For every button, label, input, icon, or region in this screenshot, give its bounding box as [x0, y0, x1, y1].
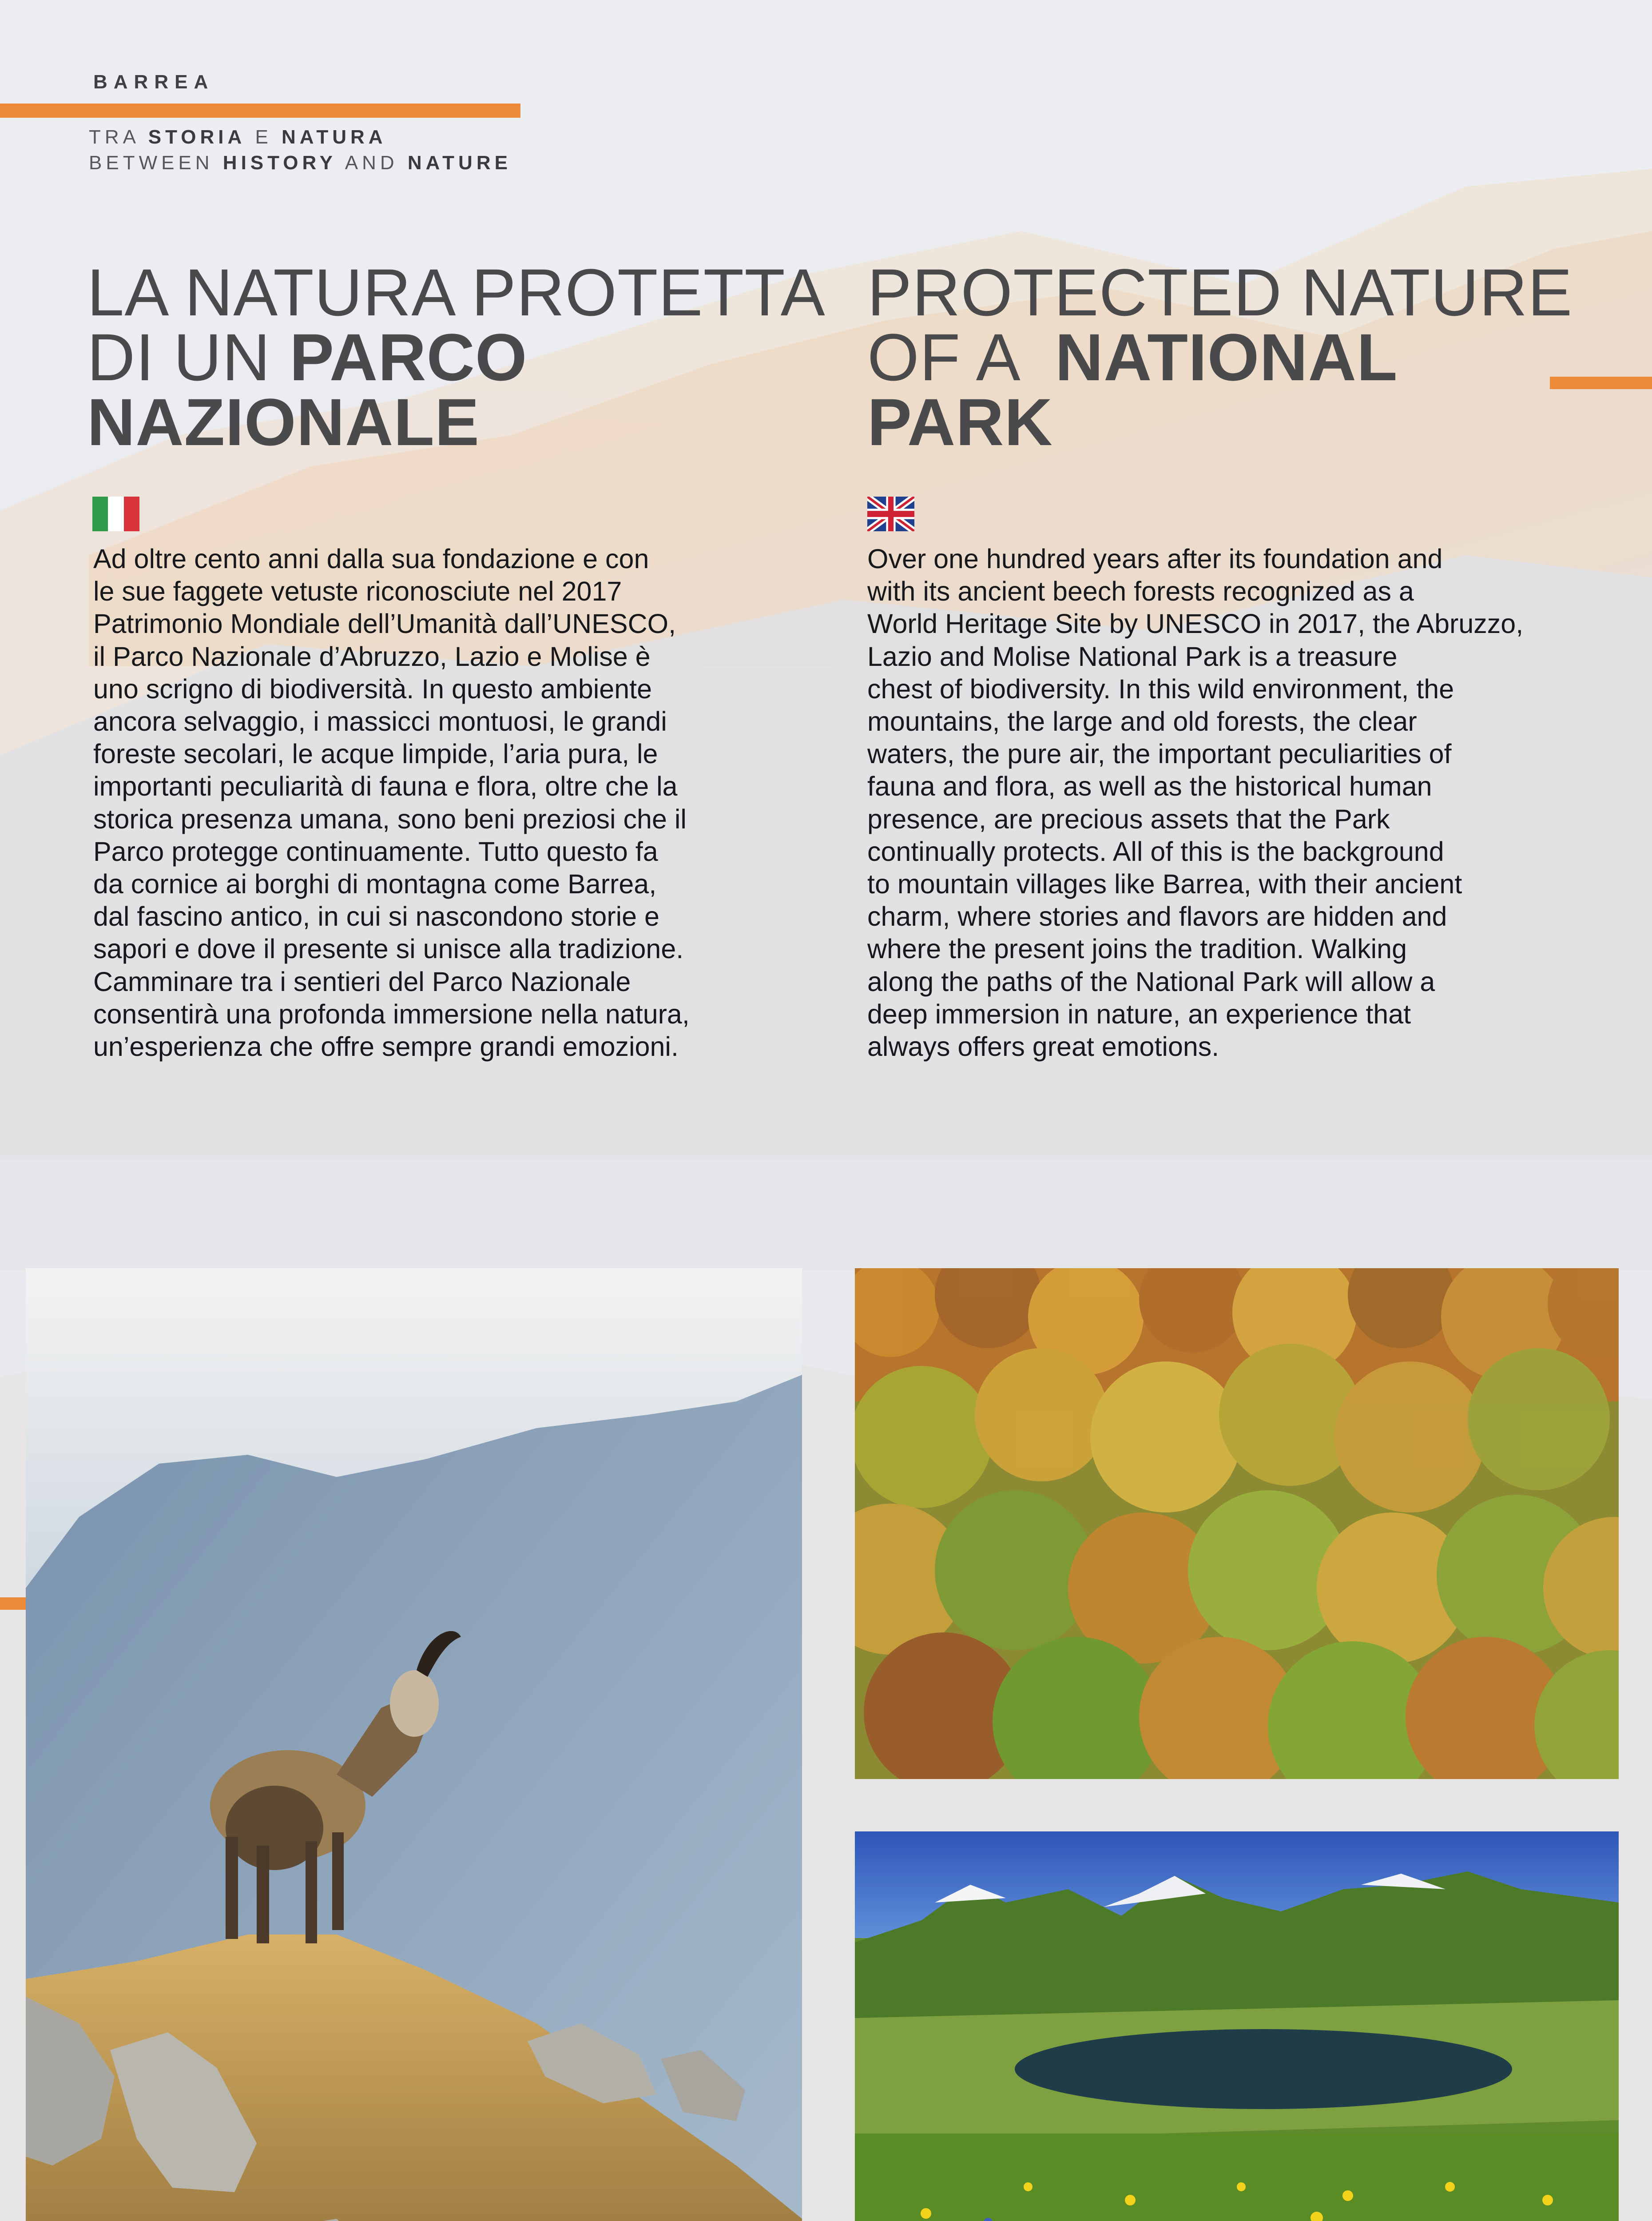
body-line: ancora selvaggio, i massicci montuosi, le grandi [93, 706, 667, 737]
body-line: to mountain villages like Barrea, with their ancient [867, 869, 1462, 900]
body-line: deep immersion in nature, an experience that [867, 999, 1411, 1029]
body-line: uno scrigno di biodiversità. In questo ambiente [93, 673, 652, 704]
tagline-english: BETWEEN HISTORY AND NATURE [89, 152, 512, 174]
body-line: Parco protegge continuamente. Tutto questo fa [93, 836, 658, 867]
body-line: Camminare tra i sentieri del Parco Nazionale [93, 966, 631, 997]
heading-italian: LA NATURA PROTETTA DI UN PARCO NAZIONALE [87, 255, 826, 459]
body-line: presence, are precious assets that the Park [867, 804, 1390, 834]
body-line: le sue faggete vetuste riconosciute nel 2017 [93, 576, 622, 607]
body-line: il Parco Nazionale d’Abruzzo, Lazio e Molise è [93, 641, 651, 672]
accent-bar-left [0, 1597, 26, 1610]
brand-title: BARREA [93, 71, 214, 93]
body-line: storica presenza umana, sono beni preziosi che il [93, 804, 687, 834]
body-line: where the present joins the tradition. Walking [867, 934, 1407, 964]
tagline-italian: TRA STORIA E NATURA [89, 126, 387, 148]
autumn-forest-photo [855, 1268, 1619, 1779]
body-line: Ad oltre cento anni dalla sua fondazione e con [93, 544, 649, 574]
accent-bar-top [0, 103, 520, 118]
mountain-lake-photo [855, 1831, 1619, 2221]
body-line: mountains, the large and old forests, the clear [867, 706, 1417, 737]
body-line: World Heritage Site by UNESCO in 2017, the Abruzzo, [867, 609, 1524, 639]
chamois-photo [26, 1268, 802, 2221]
body-line: always offers great emotions. [867, 1031, 1219, 1062]
body-line: fauna and flora, as well as the historical human [867, 771, 1432, 802]
heading-english: PROTECTED NATURE OF A NATIONAL PARK [867, 255, 1573, 459]
body-line: foreste secolari, le acque limpide, l’aria pura, le [93, 739, 658, 769]
body-line: waters, the pure air, the important peculiarities of [867, 739, 1452, 769]
body-line: Lazio and Molise National Park is a treasure [867, 641, 1398, 672]
body-line: dal fascino antico, in cui si nascondono storie e [93, 901, 659, 932]
body-line: chest of biodiversity. In this wild environment, the [867, 673, 1454, 704]
body-text-english [867, 543, 1578, 1063]
italy-flag-icon [92, 497, 139, 531]
body-line: Patrimonio Mondiale dell’Umanità dall’UNESCO, [93, 609, 676, 639]
body-line: sapori e dove il presente si unisce alla tradizione. [93, 934, 684, 964]
body-line: un’esperienza che offre sempre grandi emozioni. [93, 1031, 679, 1062]
body-line: importanti peculiarità di fauna e flora, oltre che la [93, 771, 678, 802]
body-line: da cornice ai borghi di montagna come Barrea, [93, 869, 657, 900]
body-text-italian [93, 543, 804, 1063]
tagline [89, 124, 512, 176]
uk-flag-icon [867, 497, 914, 531]
body-line: consentirà una profonda immersione nella natura, [93, 999, 690, 1029]
body-line: along the paths of the National Park will allow a [867, 966, 1435, 997]
body-line: continually protects. All of this is the background [867, 836, 1444, 867]
body-line: Over one hundred years after its foundation and [867, 544, 1443, 574]
body-line: with its ancient beech forests recognized as a [867, 576, 1414, 607]
body-line: charm, where stories and flavors are hidden and [867, 901, 1447, 932]
